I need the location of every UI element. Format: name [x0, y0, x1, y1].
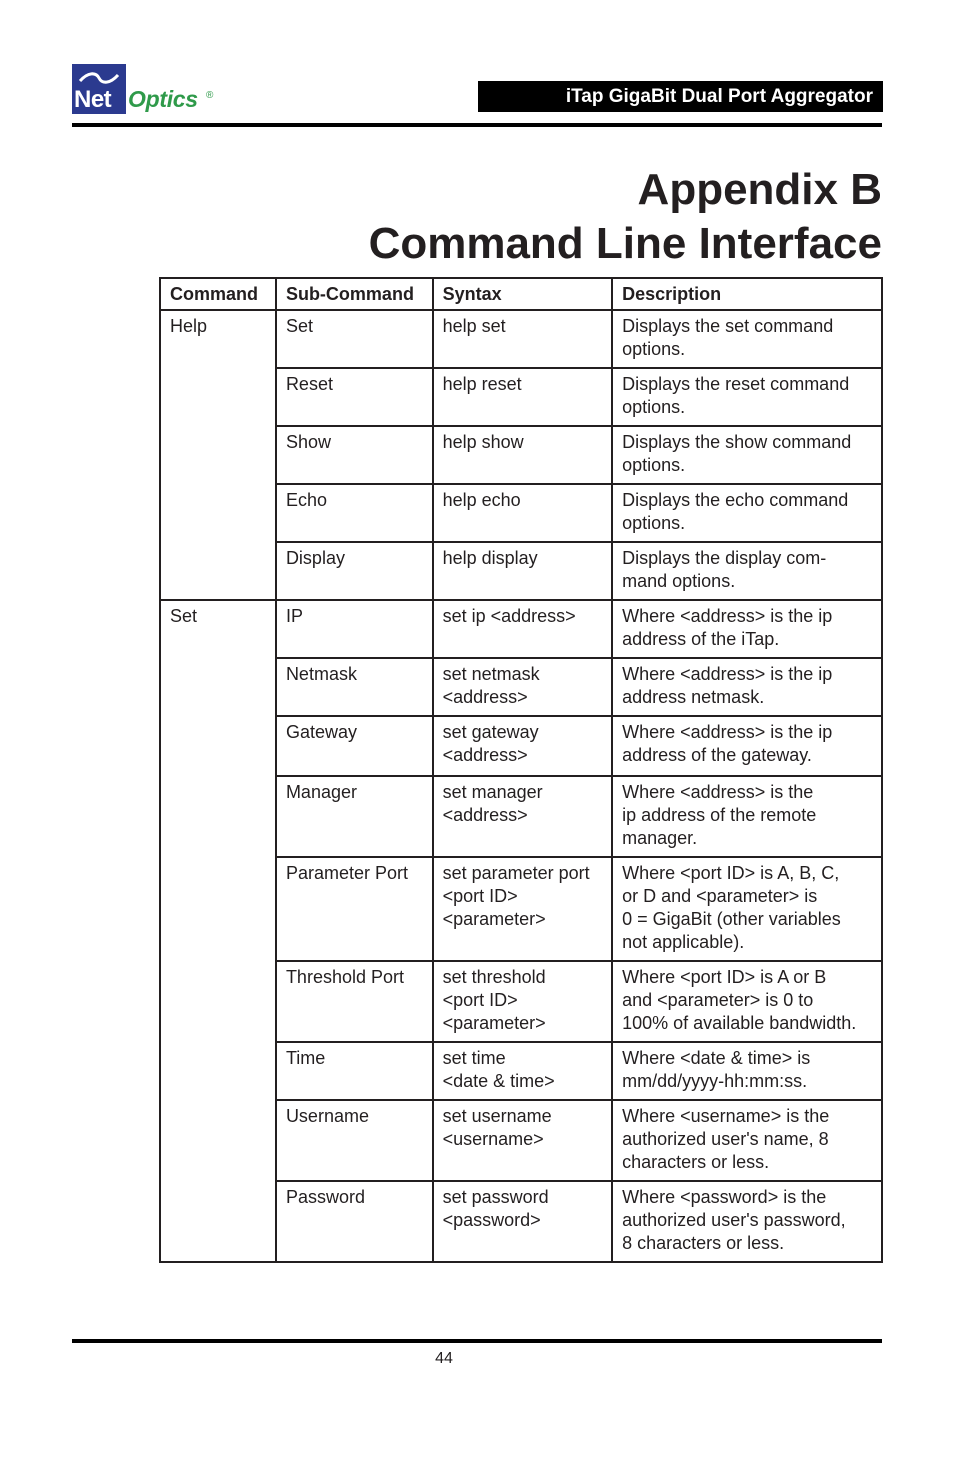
syntax-cell	[433, 857, 613, 961]
sub-command-cell: Username	[276, 1100, 433, 1181]
description-line: Where <username> is the	[622, 1106, 830, 1126]
syntax-cell	[433, 1100, 613, 1181]
syntax-line: set ip <address>	[442, 606, 576, 626]
syntax-line: help reset	[442, 374, 522, 394]
command-table	[159, 277, 883, 1263]
description-cell	[612, 857, 882, 961]
description-line: ip address of the remote	[622, 805, 817, 825]
description-cell	[612, 716, 882, 776]
description-line: and <parameter> is 0 to	[622, 990, 814, 1010]
description-line: Displays the echo command	[622, 490, 849, 510]
syntax-cell	[433, 1042, 613, 1100]
product-header-bar: iTap GigaBit Dual Port Aggregator	[478, 81, 883, 112]
sub-command-cell: Display	[276, 542, 433, 600]
description-cell	[612, 1100, 882, 1181]
description-cell	[612, 776, 882, 857]
syntax-line: set time	[442, 1048, 506, 1068]
syntax-line: <password>	[442, 1210, 541, 1230]
command-cell: Help	[160, 310, 276, 600]
description-line: address netmask.	[622, 687, 765, 707]
sub-command-cell: Netmask	[276, 658, 433, 716]
syntax-line: set netmask	[442, 664, 540, 684]
description-line: Where <address> is the	[622, 782, 814, 802]
syntax-cell	[433, 310, 613, 368]
header-description: Description	[612, 278, 882, 310]
syntax-cell	[433, 368, 613, 426]
description-line: not applicable).	[622, 932, 745, 952]
description-cell	[612, 600, 882, 658]
syntax-cell	[433, 716, 613, 776]
syntax-line: help echo	[442, 490, 521, 510]
sub-command-cell: Show	[276, 426, 433, 484]
sub-command-cell: Time	[276, 1042, 433, 1100]
syntax-line: <address>	[442, 687, 528, 707]
syntax-cell	[433, 484, 613, 542]
sub-command-cell: Manager	[276, 776, 433, 857]
syntax-line: help show	[442, 432, 524, 452]
syntax-line: <port ID>	[442, 886, 518, 906]
description-cell	[612, 961, 882, 1042]
command-cell: Set	[160, 600, 276, 1262]
logo-optics-text: Optics	[128, 86, 198, 112]
description-line: Displays the set command	[622, 316, 834, 336]
description-line: options.	[622, 397, 686, 417]
description-line: Displays the show command	[622, 432, 852, 452]
table-header-row	[160, 278, 882, 310]
description-line: Displays the reset command	[622, 374, 850, 394]
sub-command-cell: Reset	[276, 368, 433, 426]
table-row	[160, 310, 882, 368]
sub-command-cell: IP	[276, 600, 433, 658]
syntax-line: <date & time>	[442, 1071, 555, 1091]
description-line: Where <port ID> is A or B	[622, 967, 827, 987]
description-line: Where <port ID> is A, B, C,	[622, 863, 840, 883]
description-line: Displays the display com-	[622, 548, 827, 568]
description-line: Where <date & time> is	[622, 1048, 811, 1068]
header-syntax: Syntax	[433, 278, 613, 310]
sub-command-cell: Threshold Port	[276, 961, 433, 1042]
sub-command-cell: Echo	[276, 484, 433, 542]
syntax-line: <port ID>	[442, 990, 518, 1010]
syntax-line: <address>	[442, 745, 528, 765]
description-line: address of the gateway.	[622, 745, 812, 765]
description-line: Where <address> is the ip	[622, 606, 833, 626]
description-line: or D and <parameter> is	[622, 886, 818, 906]
description-line: mand options.	[622, 571, 736, 591]
description-line: 0 = GigaBit (other variables	[622, 909, 841, 929]
syntax-cell	[433, 658, 613, 716]
description-line: characters or less.	[622, 1152, 770, 1172]
description-line: options.	[622, 513, 686, 533]
syntax-cell	[433, 776, 613, 857]
syntax-line: set password	[442, 1187, 549, 1207]
syntax-cell	[433, 542, 613, 600]
syntax-line: help display	[442, 548, 538, 568]
logo-net-text: Net	[74, 86, 112, 113]
description-line: Where <address> is the ip	[622, 722, 833, 742]
description-cell	[612, 484, 882, 542]
syntax-line: set manager	[442, 782, 543, 802]
footer-divider	[72, 1339, 882, 1343]
description-line: Where <address> is the ip	[622, 664, 833, 684]
description-cell	[612, 1181, 882, 1262]
title-line-1: Appendix B	[637, 165, 882, 214]
table-row	[160, 600, 882, 658]
description-line: authorized user's name, 8	[622, 1129, 829, 1149]
description-line: address of the iTap.	[622, 629, 780, 649]
header-command: Command	[160, 278, 276, 310]
page-title	[369, 163, 882, 271]
description-cell	[612, 368, 882, 426]
syntax-line: <parameter>	[442, 909, 546, 929]
sub-command-cell: Gateway	[276, 716, 433, 776]
description-line: options.	[622, 339, 686, 359]
description-line: Where <password> is the	[622, 1187, 827, 1207]
logo-badge	[72, 64, 126, 114]
wave-icon	[78, 70, 120, 86]
syntax-line: <username>	[442, 1129, 544, 1149]
syntax-line: <address>	[442, 805, 528, 825]
description-line: 100% of available bandwidth.	[622, 1013, 857, 1033]
page-number: 44	[435, 1350, 453, 1367]
description-line: mm/dd/yyyy-hh:mm:ss.	[622, 1071, 808, 1091]
syntax-cell	[433, 961, 613, 1042]
sub-command-cell: Password	[276, 1181, 433, 1262]
header-sub-command: Sub-Command	[276, 278, 433, 310]
description-cell	[612, 658, 882, 716]
description-cell	[612, 542, 882, 600]
syntax-cell	[433, 600, 613, 658]
description-cell	[612, 1042, 882, 1100]
description-line: 8 characters or less.	[622, 1233, 785, 1253]
syntax-cell	[433, 426, 613, 484]
sub-command-cell: Set	[276, 310, 433, 368]
table-body	[160, 310, 882, 1262]
syntax-line: set gateway	[442, 722, 539, 742]
description-line: options.	[622, 455, 686, 475]
syntax-line: set threshold	[442, 967, 546, 987]
registered-mark: ®	[206, 90, 214, 101]
header-divider	[72, 123, 882, 127]
netoptics-logo	[72, 64, 232, 116]
sub-command-cell: Parameter Port	[276, 857, 433, 961]
syntax-line: help set	[442, 316, 506, 336]
description-line: manager.	[622, 828, 698, 848]
syntax-line: set parameter port	[442, 863, 590, 883]
description-cell	[612, 426, 882, 484]
syntax-line: set username	[442, 1106, 552, 1126]
syntax-line: <parameter>	[442, 1013, 546, 1033]
title-line-2: Command Line Interface	[368, 219, 882, 268]
description-cell	[612, 310, 882, 368]
description-line: authorized user's password,	[622, 1210, 846, 1230]
syntax-cell	[433, 1181, 613, 1262]
